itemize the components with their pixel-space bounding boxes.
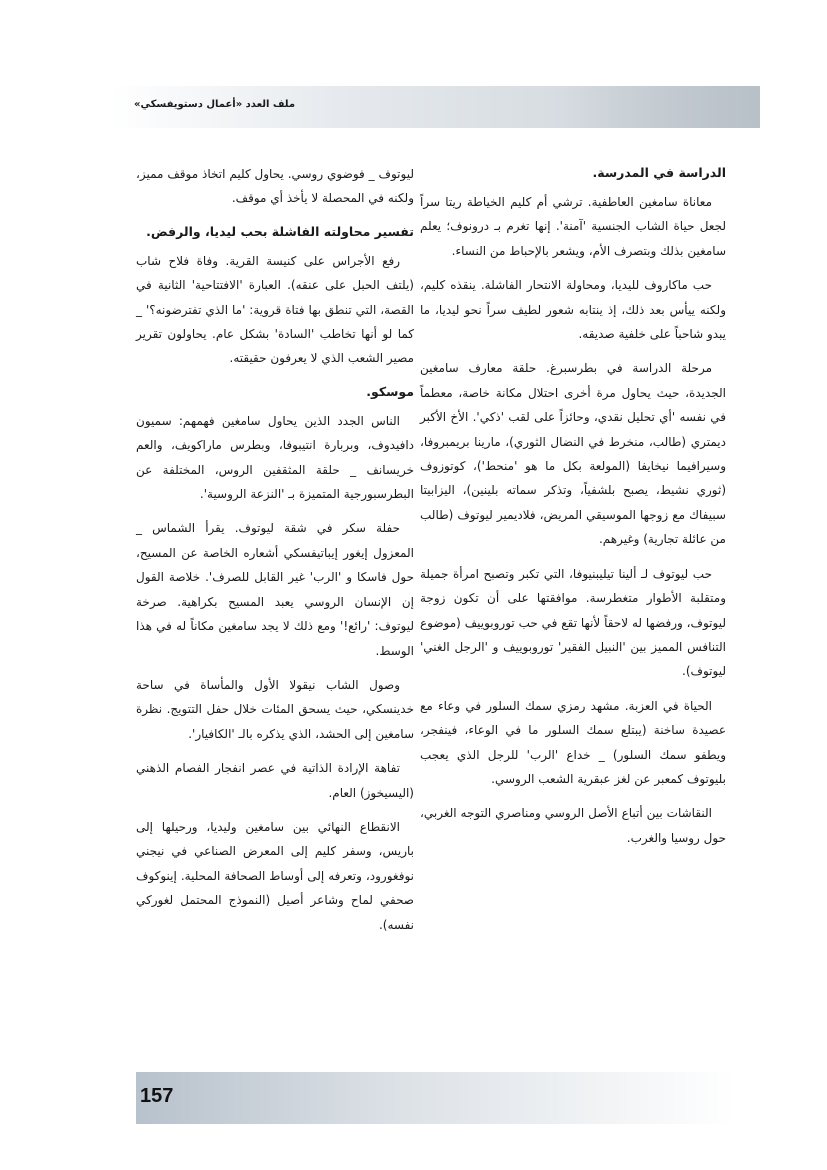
- paragraph: الناس الجدد الذين يحاول سامغين فهمهم: سميون دافيدوف، وبربارة انتيبوفا، وبطرس ماراكويف، والعم خريسانف _ حلقة المثقفين الروس، المختلفة عن البطرسبورجية المتميزة بـ 'النزعة الروسية'.: [136, 413, 414, 502]
- section-heading: موسكو.: [366, 383, 414, 399]
- paragraph: مرحلة الدراسة في بطرسبرغ. حلقة معارف سامغين الجديدة، حيث يحاول مرة أخرى احتلال مكانة خاصة، معطماً في نفسه 'أي تحليل نقدي، وحائزاً على لقب 'ذكي'. الأخ الأكبر ديمتري (طالب، منخرط في النضال الثوري)، مارينا بريمبروفا، وسيرافيما نيخايفا (المولعة بكل ما هو 'منحط')، كوتوزوف (ثوري نشيط، يصبح بلشفياً، وتذكر سماته بلينين)، اليزابيتا سبيفاك مع زوجها الموسيقي المريض، فلاديمير ليوتوف (طالب من عائلة تجارية) وغيرهم.: [420, 361, 726, 547]
- paragraph: معاناة سامغين العاطفية. ترشي أم كليم الخياطة ريتا سراً لجعل حياة الشاب الجنسية 'آمنة'. إنها تغرم بـ درونوف؛ يعلم سامغين بذلك وبتصرف الأم، ويشعر بالإحباط من النساء.: [420, 195, 726, 258]
- paragraph: النقاشات بين أتباع الأصل الروسي ومناصري التوجه الغربي، حول روسيا والغرب.: [420, 806, 726, 845]
- running-header-title: ملف العدد «أعمال دستويفسكي»: [134, 99, 296, 110]
- paragraph: تفاهة الإرادة الذاتية في عصر انفجار الفصام الذهني (اليسيخوز) العام.: [136, 761, 414, 800]
- right-text-column: [420, 162, 726, 860]
- paragraph: الانقطاع النهائي بين سامغين وليديا، ورحيلها إلى باريس، وسفر كليم إلى المعرض الصناعي في نيجني نوفغورود، وتعرفه إلى أوساط الصحافة المحلية. إينوكوف صحفي لماح وشاعر أصيل (النموذج المحتمل لغوركي نفسه).: [136, 819, 414, 932]
- paragraph: رفع الأجراس على كنيسة القرية. وفاة فلاح شاب (يلتف الحبل على عنقه). العبارة 'الافتتاحية' الثانية في القصة، التي تنطق بها فتاة قروية: 'ما الذي تفترضونه؟' _ كما لو أنها تخاطب 'السادة' بشكل عام. يحاولون تقرير مصير الشعب الذي لا يعرفون حقيقته.: [136, 253, 414, 366]
- page-number: 157: [140, 1085, 174, 1107]
- paragraph: حب ليوتوف لـ ألينا تيليبنيوفا، التي تكبر وتصبح امرأة جميلة ومتقلبة الأطوار متغطرسة. موافقتها على أن تكون زوجة ليوتوف، ورفضها له لاحقاً لأنها تقع في حب توروبوييف (موضوع التنافس المميز بين 'النبيل الفقير' توروبوييف و 'الرجل الغني' ليوتوف).: [420, 566, 726, 679]
- footer-band: [136, 1072, 736, 1124]
- paragraph: حب ماكاروف لليديا، ومحاولة الانتحار الفاشلة. ينقذه كليم، ولكنه ييأس بعد ذلك، إذ ينتابه شعور لطيف سراً نحو ليديا، ما يبدو شاحباً على خلفية صديقه.: [420, 278, 726, 342]
- section-heading: الدراسة في المدرسة.: [592, 165, 726, 180]
- paragraph: الحياة في العزبة. مشهد رمزي سمك السلور في وعاء مع عصيدة ساخنة (يبتلع سمك السلور ما في الوعاء، فينفجر، ويطفو سمك السلور) _ خداع 'الرب' للرجل الذي يعجب بليوتوف كمعبر عن لغز عبقرية الشعب الروسي.: [420, 698, 726, 786]
- paragraph: وصول الشاب نيقولا الأول والمأساة في ساحة خدينسكي، حيث يسحق المئات خلال حفل التتويج. نظرة سامغين إلى الحشد، الذي يذكره بالـ 'الكافيار'.: [136, 677, 414, 741]
- paragraph: حفلة سكر في شقة ليوتوف. يقرأ الشماس _ المعزول إيغور إيباتيفسكي أشعاره الخاصة عن المسيح، حول فاسكا و 'الرب' غير القابل للصرف'. خلاصة القول إن الإنسان الروسي يعبد المسيح بكراهية. صرخة ليوتوف: 'رائع!' ومع ذلك لا يجد سامغين مكاناً له في هذا الوسط.: [136, 521, 414, 658]
- left-text-column: [136, 162, 414, 947]
- section-heading: تفسير محاولته الفاشلة بحب ليديا، والرفض.: [146, 223, 414, 239]
- paragraph: ليوتوف _ فوضوي روسي. يحاول كليم اتخاذ موقف مميز، ولكنه في المحصلة لا يأخذ أي موقف.: [136, 167, 414, 206]
- header-accent: [560, 86, 760, 128]
